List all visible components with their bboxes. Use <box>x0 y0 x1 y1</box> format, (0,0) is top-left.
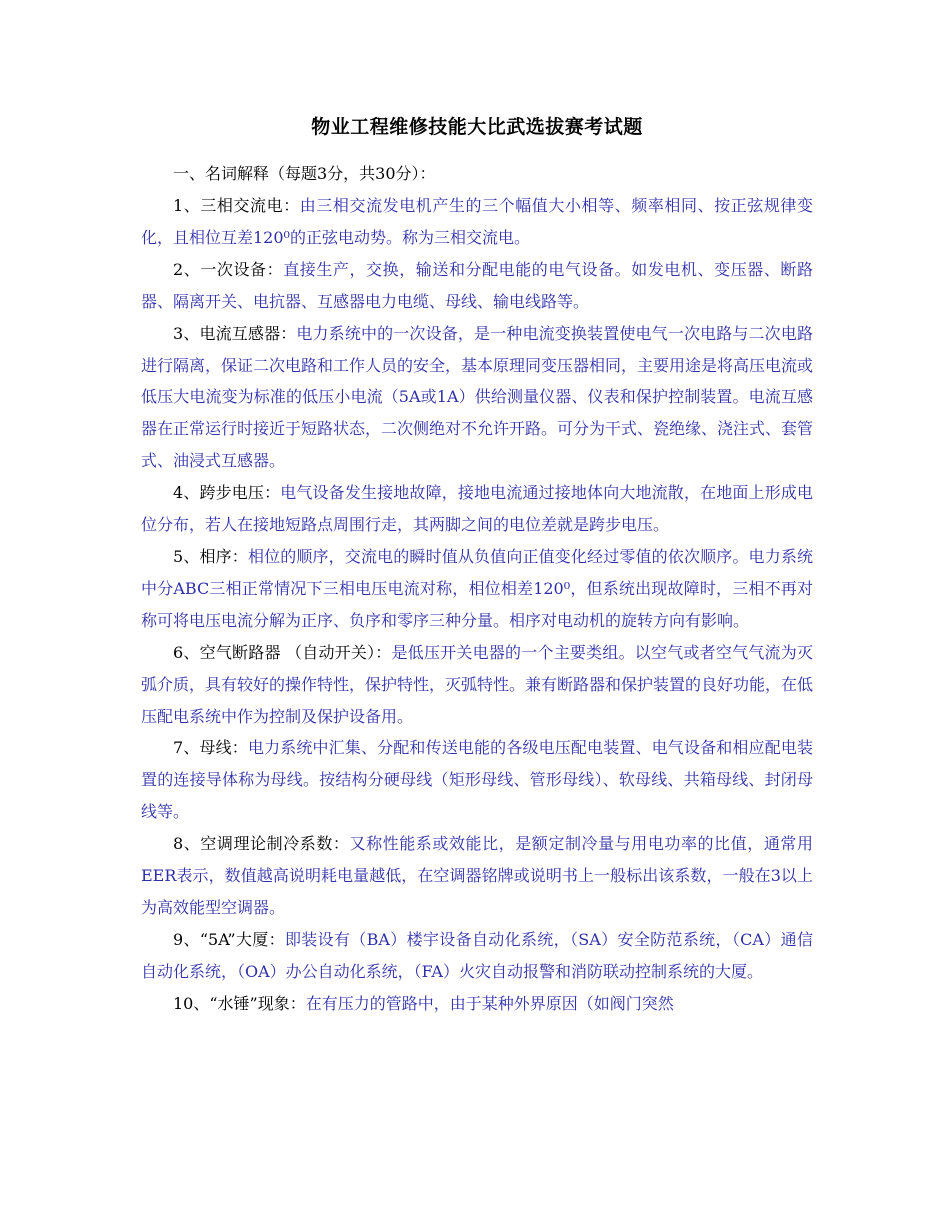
question-item-8 <box>141 828 813 924</box>
section-heading: 一、名词解释（每题3分，共30分）： <box>173 164 436 183</box>
term-definition: 又称性能系或效能比，是额定制冷量与用电功率的比值，通常用EER表示，数值越高说明耗电量越低，在空调器铭牌或说明书上一般标出该系数，一般在3以上为高效能型空调器。 <box>141 834 813 917</box>
question-item-5 <box>141 541 813 637</box>
question-item-10 <box>141 988 813 1020</box>
term-label: 5、相序： <box>173 546 248 566</box>
term-label: 4、跨步电压： <box>173 483 281 503</box>
term-definition: 由三相交流发电机产生的三个幅值大小相等、频率相同、按正弦规律变化，且相位互差120⁰的正弦电动势。称为三相交流电。 <box>141 196 813 247</box>
question-item-2 <box>141 254 813 318</box>
question-item-4 <box>141 477 813 541</box>
term-definition: 电力系统中的一次设备，是一种电流变换装置使电气一次电路与二次电路进行隔离，保证二次电路和工作人员的安全，基本原理同变压器相同，主要用途是将高压电流或低压大电流变为标准的低压小电流（5A或1A）供给测量仪器、仪表和保护控制装置。电流互感器在正常运行时接近于短路状态，二次侧绝对不允许开路。可分为干式、瓷绝缘、浇注式、套管式、油浸式互感器。 <box>141 323 814 471</box>
question-item-7 <box>141 732 813 828</box>
term-definition: 在有压力的管路中，由于某种外界原因（如阀门突然 <box>305 993 674 1013</box>
question-item-9 <box>141 924 813 988</box>
term-definition: 是低压开关电器的一个主要类组。以空气或者空气气流为灭弧介质，具有较好的操作特性，保护特性，灭弧特性。兼有断路器和保护装置的良好功能，在低压配电系统中作为控制及保护设备用。 <box>141 642 814 726</box>
question-item-6 <box>141 637 813 733</box>
document-page <box>141 110 813 1020</box>
term-definition: 电力系统中汇集、分配和传送电能的各级电压配电装置、电气设备和相应配电装置的连接导体称为母线。按结构分硬母线（矩形母线、管形母线）、软母线、共箱母线、封闭母线等。 <box>141 738 813 822</box>
term-label: 10、“水锤”现象： <box>173 993 306 1013</box>
term-definition: 即装设有（BA）楼宇设备自动化系统，（SA）安全防范系统，（CA）通信自动化系统，（OA）办公自动化系统，（FA）火灾自动报警和消防联动控制系统的大厦。 <box>141 929 813 981</box>
term-label: 2、一次设备： <box>173 259 284 279</box>
term-label: 3、电流互感器： <box>173 323 297 343</box>
term-label: 6、空气断路器 （自动开关）： <box>173 642 392 662</box>
term-definition: 相位的顺序，交流电的瞬时值从负值向正值变化经过零值的依次顺序。电力系统中分ABC三相正常情况下三相电压电流对称，相位相差120⁰，但系统出现故障时，三相不再对称可将电压电流分解为正序、负序和零序三种分量。相序对电动机的旋转方向有影响。 <box>141 546 813 630</box>
term-label: 1、三相交流电： <box>173 196 300 215</box>
question-item-1 <box>141 190 813 254</box>
term-label: 7、母线： <box>173 738 248 758</box>
question-item-3 <box>141 318 813 478</box>
document-title: 物业工程维修技能大比武选拔赛考试题 <box>311 116 643 138</box>
term-definition: 直接生产，交换，输送和分配电能的电气设备。如发电机、变压器、断路器、隔离开关、电抗器、互感器电力电缆、母线、输电线路等。 <box>141 259 813 311</box>
term-definition: 电气设备发生接地故障，接地电流通过接地体向大地流散，在地面上形成电位分布，若人在接地短路点周围行走，其两脚之间的电位差就是跨步电压。 <box>141 483 813 535</box>
term-label: 9、“5A”大厦： <box>173 929 285 949</box>
term-label: 8、空调理论制冷系数： <box>173 834 350 854</box>
